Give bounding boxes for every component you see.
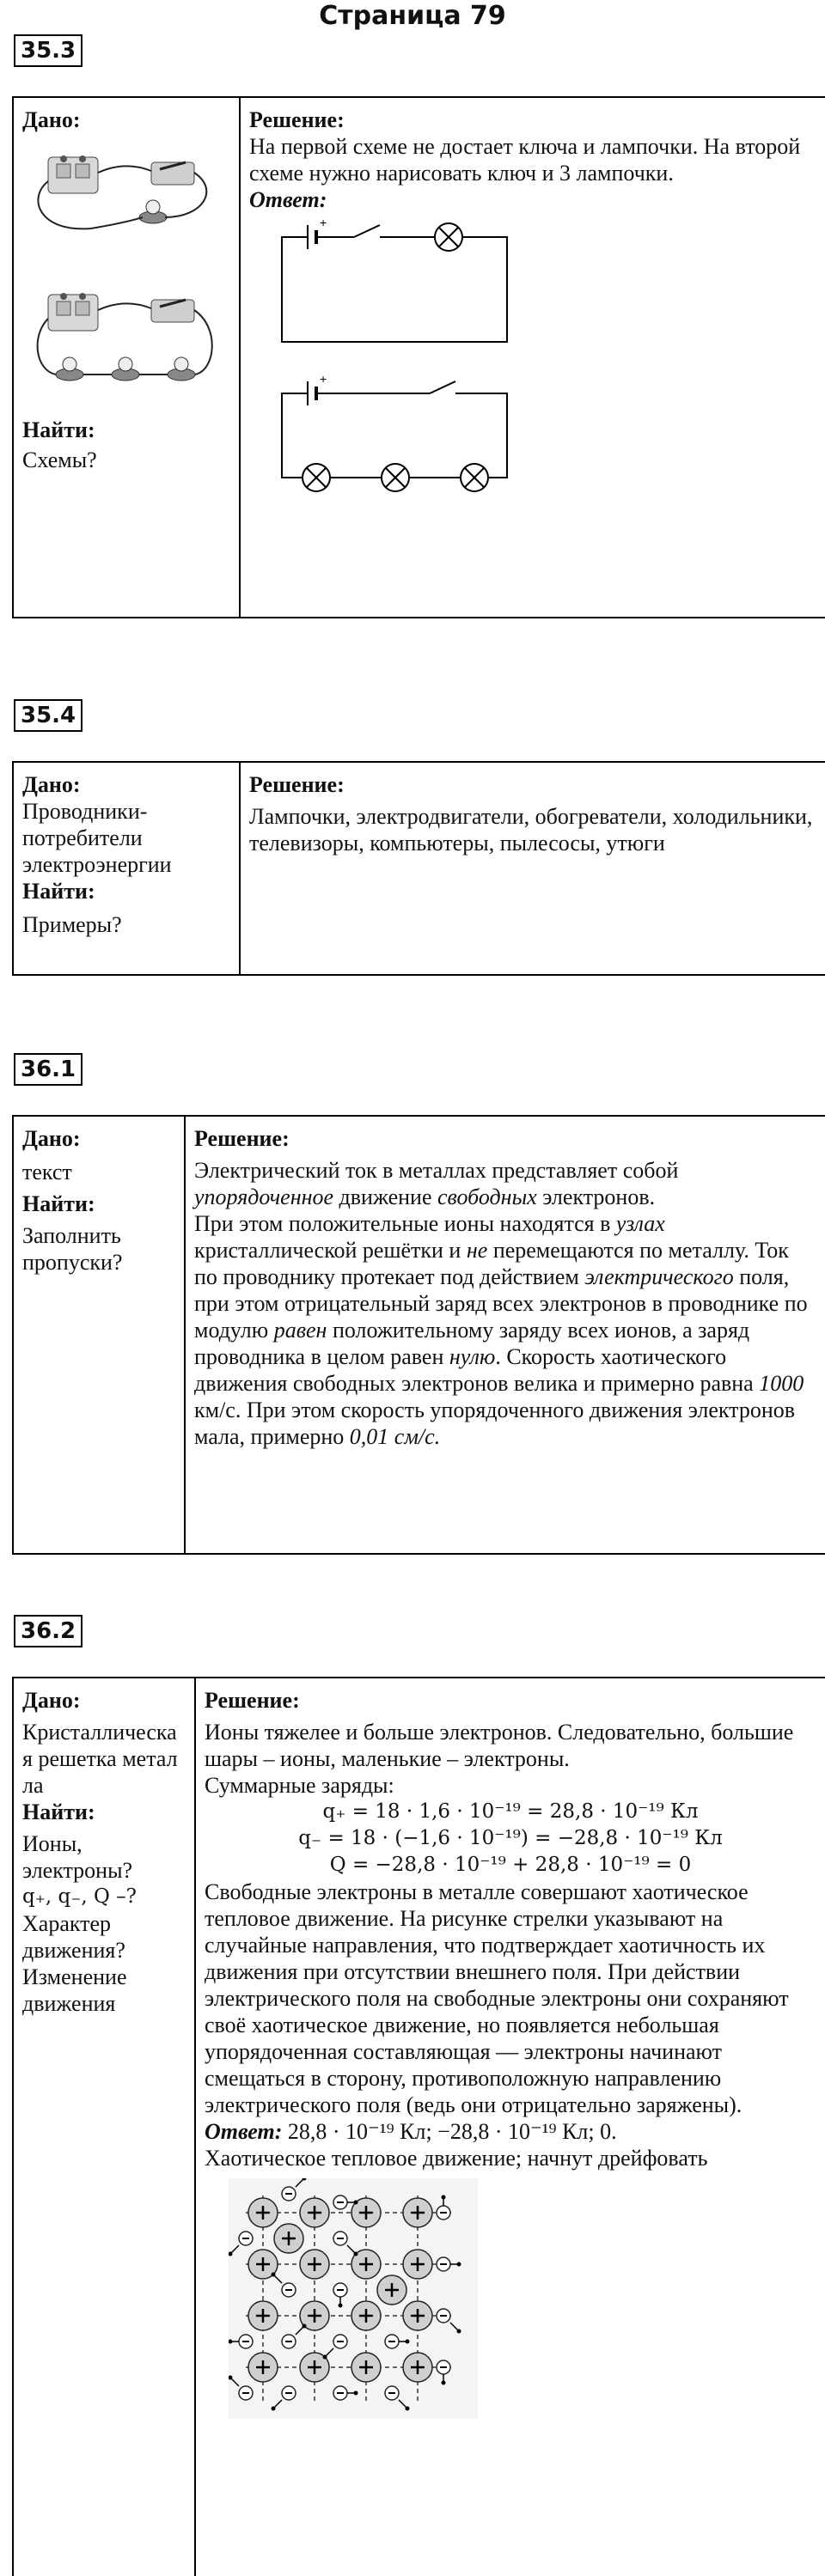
arrow-head xyxy=(354,2391,358,2396)
find-value-1: Ионы, электроны? xyxy=(22,1831,133,1883)
given-value: Проводники-потребители электроэнергии xyxy=(22,799,172,877)
task-number-35-4: 35.4 xyxy=(14,699,82,732)
given-heading: Дано: xyxy=(22,107,81,132)
formula-q-total: Q = −28,8 · 10⁻¹⁹ + 28,8 · 10⁻¹⁹ = 0 xyxy=(329,1854,692,1876)
solution-column xyxy=(241,98,825,617)
find-value: Заполнить пропуски? xyxy=(22,1223,123,1275)
arrow-head xyxy=(406,2340,410,2344)
solution-text-1: Ионы тяжелее и больше электронов. Следовательно, большие шары – ионы, маленькие – электроны. xyxy=(205,1720,794,1771)
lamp-icon xyxy=(382,464,409,491)
find-value: Примеры? xyxy=(22,912,122,937)
arrow-head xyxy=(302,2324,307,2329)
arrow-head xyxy=(457,2329,461,2334)
task-number-36-1: 36.1 xyxy=(14,1053,82,1086)
svg-text:+: + xyxy=(320,216,327,229)
task-36-2-table xyxy=(12,1677,825,2576)
solution-text: Лампочки, электродвигатели, обогреватели, холодильники, телевизоры, компьютеры, пылесосы, утюги xyxy=(249,804,813,856)
lamp-icon xyxy=(435,223,462,251)
find-value-2: q₊, q₋, Q –? xyxy=(22,1885,137,1908)
answer-heading: Ответ: xyxy=(249,187,327,212)
lamp-icon xyxy=(302,464,330,491)
solution-heading: Решение: xyxy=(205,1688,300,1713)
lamp-icon xyxy=(461,464,488,491)
crystal-lattice-figure xyxy=(229,2178,478,2419)
task-number-35-3: 35.3 xyxy=(14,34,82,67)
task-number-36-2: 36.2 xyxy=(14,1615,82,1647)
answer-line: Ответ: 28,8 · 10⁻¹⁹ Кл; −28,8 · 10⁻¹⁹ Кл; 0. xyxy=(205,2119,617,2144)
arrow-head xyxy=(406,2407,410,2411)
given-heading: Дано: xyxy=(22,772,81,797)
answer-heading: Ответ: xyxy=(205,2119,283,2144)
answer-line-2: Хаотическое тепловое движение; начнут дрейфовать xyxy=(205,2146,708,2171)
arrow-head xyxy=(323,2355,327,2360)
arrow-head xyxy=(457,2262,461,2267)
solution-text: Электрический ток в металлах представляет собой упорядоченное движение свободных электронов. При этом положительные ионы находятся в узлах кристаллической решётки и не перемещаются по металлу. Ток по проводнику протекает под действием электрического поля, при этом отрицательный заряд всех электронов в проводнике по модулю равен положительному заряду всех ионов, а заряд проводника в целом равен нулю. Скорость хаотического движения свободных электронов велика и примерно равна 1000 км/с. При этом скорость упорядоченного движения электронов мала, примерно 0,01 см/с. xyxy=(194,1158,808,1449)
given-value: текст xyxy=(22,1160,72,1184)
solution-column xyxy=(241,763,825,974)
solution-column xyxy=(186,1117,825,1553)
circuit-diagram-2 xyxy=(258,359,516,505)
arrow-head xyxy=(442,2381,446,2385)
task-35-4-table xyxy=(12,761,825,976)
arrow-head xyxy=(339,2304,343,2308)
solution-text-3: Свободные электроны в металле совершают хаотическое тепловое движение. На рисунке стрелки указывают на случайные направления, что подтверждает хаотичность их движения при отсутствии внешнего поля. При действии электрического поля на свободные электроны они сохраняют своё хаотическое движение, но появляется небольшая упорядоченная составляющая — электроны начинают смещаться в сторону, противоположную направлению электрического поля (ведь они отрицательно заряжены). xyxy=(205,1879,789,2117)
arrow-head xyxy=(354,2201,358,2205)
arrow-head xyxy=(272,2407,276,2411)
page-title: Страница 79 xyxy=(319,1,506,31)
solution-column xyxy=(196,1678,825,2576)
find-heading: Найти: xyxy=(22,1191,95,1216)
solution-text: На первой схеме не достает ключа и лампочки. На второй схеме нужно нарисовать ключ и 3 лампочки. xyxy=(249,134,801,186)
solution-text-2: Суммарные заряды: xyxy=(205,1773,394,1798)
given-value: Кристаллическая решетка металла xyxy=(22,1720,178,1798)
given-circuit-photos xyxy=(22,138,229,413)
formula-q-minus: q₋ = 18 · (−1,6 · 10⁻¹⁹) = −28,8 · 10⁻¹⁹ Кл xyxy=(298,1827,723,1849)
given-column xyxy=(14,1678,194,2576)
solution-heading: Решение: xyxy=(249,772,345,797)
solution-heading: Решение: xyxy=(249,107,345,132)
find-heading: Найти: xyxy=(22,879,95,904)
find-value-3: Характер движения? xyxy=(22,1911,125,1963)
task-36-1-table xyxy=(12,1115,825,1555)
find-heading: Найти: xyxy=(22,417,95,442)
circuit-diagram-1 xyxy=(258,213,516,350)
given-column xyxy=(14,1117,184,1553)
formula-q-plus: q₊ = 18 · 1,6 · 10⁻¹⁹ = 28,8 · 10⁻¹⁹ Кл xyxy=(322,1800,699,1823)
find-value-4: Изменение движения xyxy=(22,1964,127,2016)
arrow-head xyxy=(354,2252,358,2256)
given-heading: Дано: xyxy=(22,1126,81,1151)
given-column xyxy=(14,98,239,617)
solution-heading: Решение: xyxy=(194,1126,290,1151)
task-35-3-table xyxy=(12,96,825,618)
svg-text:+: + xyxy=(320,372,327,386)
given-column xyxy=(14,763,239,974)
arrow-head xyxy=(272,2273,276,2277)
find-heading: Найти: xyxy=(22,1800,95,1824)
given-heading: Дано: xyxy=(22,1688,81,1713)
arrow-head xyxy=(442,2195,446,2200)
find-value: Схемы? xyxy=(22,448,97,472)
